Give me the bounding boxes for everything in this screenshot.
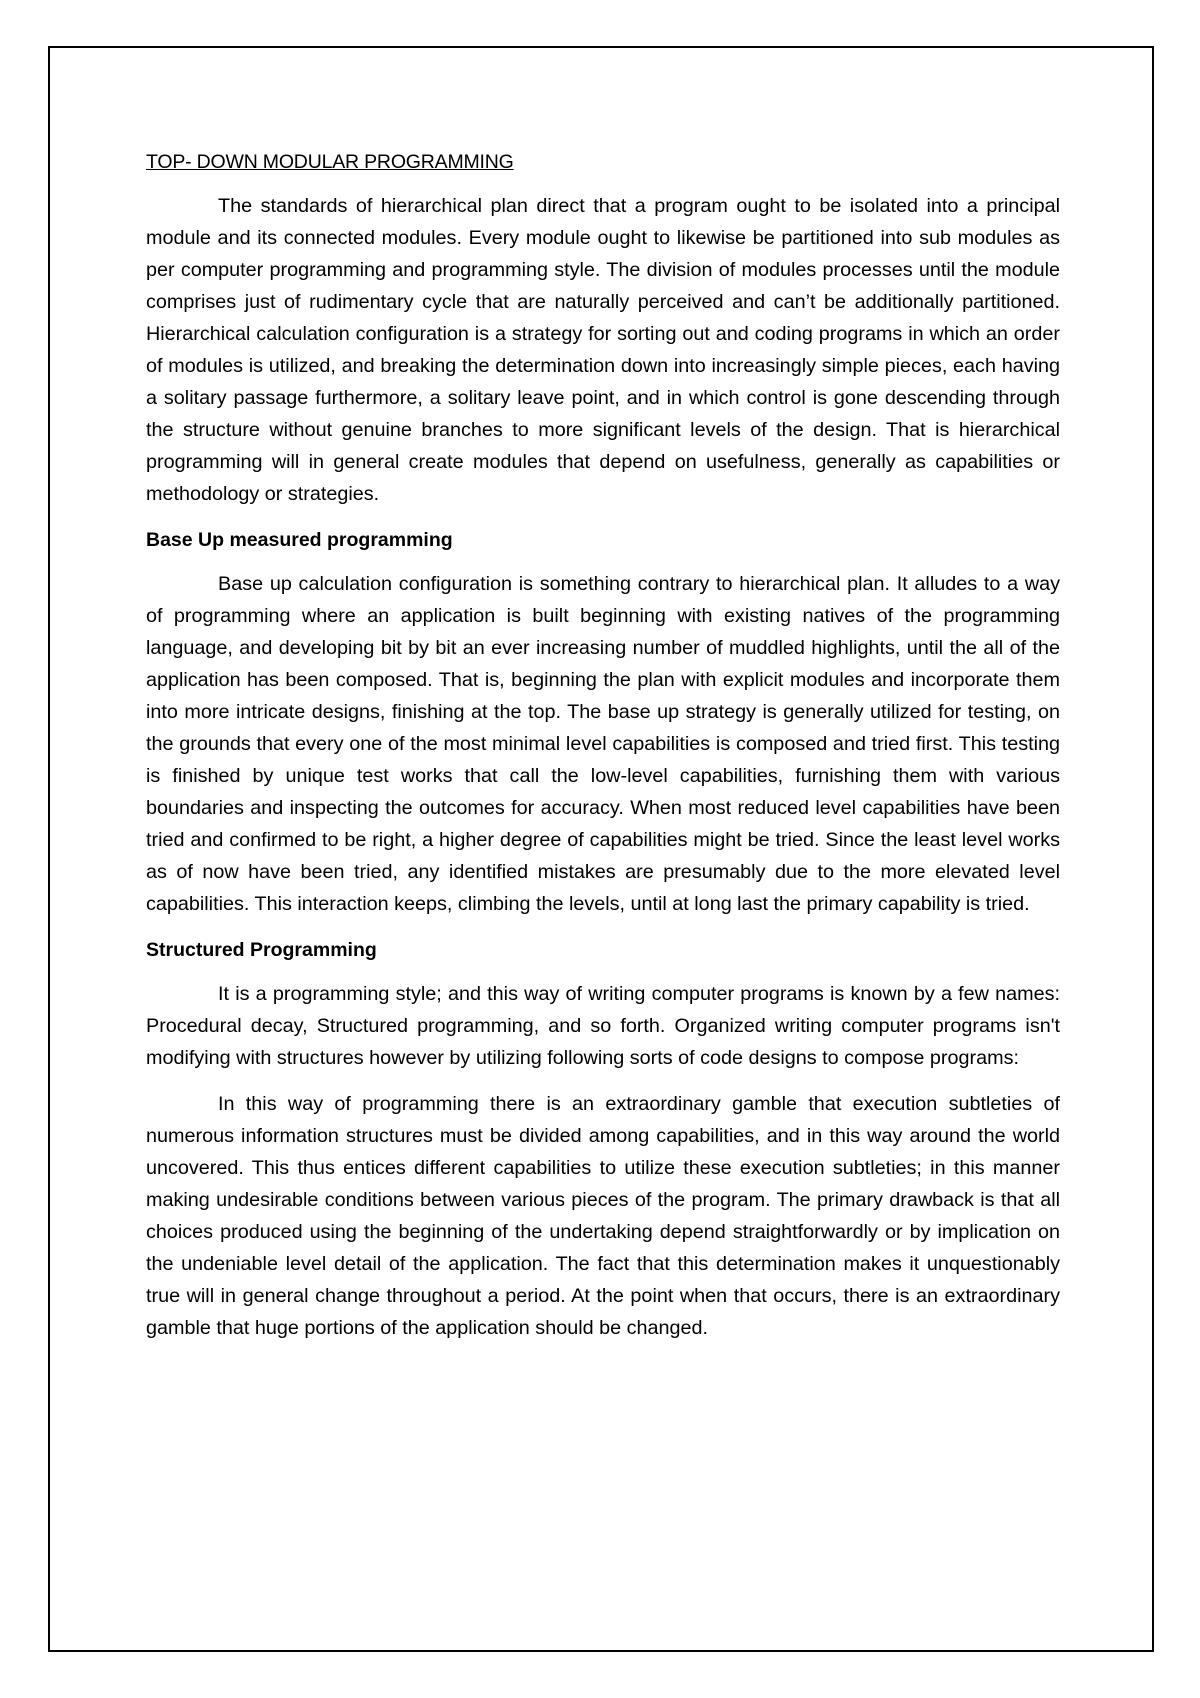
- paragraph-structured-1: It is a programming style; and this way of writing computer programs is known by a few names: Procedural decay, Structured programming, and so forth. Organized writing computer programs isn't modifying with structures however by utilizing following sorts of code designs to compose programs:: [146, 983, 1060, 1069]
- section-heading-structured: Structured Programming: [146, 939, 377, 961]
- paragraph-top-down: The standards of hierarchical plan direct that a program ought to be isolated into a principal module and its connected modules. Every module ought to likewise be partitioned into sub modules as per computer programming and programming style. The division of modules processes until the module comprises just of rudimentary cycle that are naturally perceived and can’t be additionally partitioned. Hierarchical calculation configuration is a strategy for sorting out and coding programs in which an order of modules is utilized, and breaking the determination down into increasingly simple pieces, each having a solitary passage furthermore, a solitary leave point, and in which control is gone descending through the structure without genuine branches to more significant levels of the design. That is hierarchical programming will in general create modules that depend on usefulness, generally as capabilities or methodology or strategies.: [146, 195, 1060, 505]
- section-heading-base-up: Base Up measured programming: [146, 529, 453, 551]
- page-title: TOP- DOWN MODULAR PROGRAMMING: [146, 151, 514, 173]
- paragraph-base-up: Base up calculation configuration is something contrary to hierarchical plan. It alludes to a way of programming where an application is built beginning with existing natives of the programming language, and developing bit by bit an ever increasing number of muddled highlights, until the all of the application has been composed. That is, beginning the plan with explicit modules and incorporate them into more intricate designs, finishing at the top. The base up strategy is generally utilized for testing, on the grounds that every one of the most minimal level capabilities is composed and tried first. This testing is finished by unique test works that call the low-level capabilities, furnishing them with various boundaries and inspecting the outcomes for accuracy. When most reduced level capabilities have been tried and confirmed to be right, a higher degree of capabilities might be tried. Since the least level works as of now have been tried, any identified mistakes are presumably due to the more elevated level capabilities. This interaction keeps, climbing the levels, until at long last the primary capability is tried.: [146, 573, 1060, 915]
- paragraph-structured-2: In this way of programming there is an extraordinary gamble that execution subtleties of numerous information structures must be divided among capabilities, and in this way around the world uncovered. This thus entices different capabilities to utilize these execution subtleties; in this manner making undesirable conditions between various pieces of the program. The primary drawback is that all choices produced using the beginning of the undertaking depend straightforwardly or by implication on the undeniable level detail of the application. The fact that this determination makes it unquestionably true will in general change throughout a period. At the point when that occurs, there is an extraordinary gamble that huge portions of the application should be changed.: [146, 1093, 1060, 1339]
- document-body: [146, 146, 1060, 1358]
